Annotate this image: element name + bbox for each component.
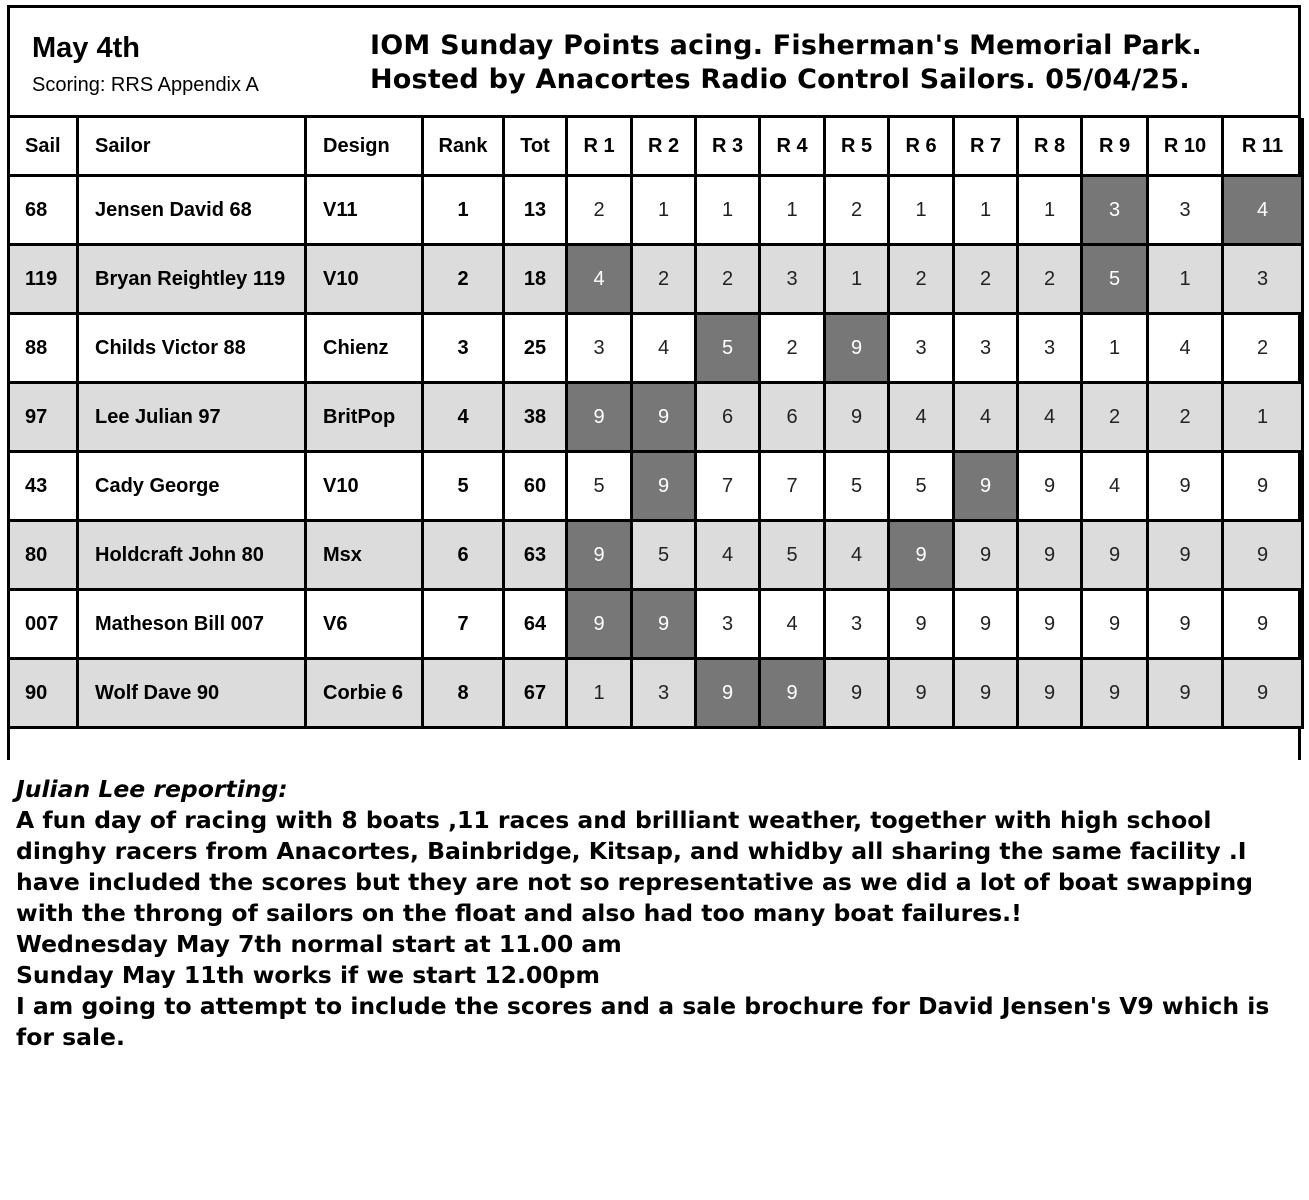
column-header: R 10 [1148,118,1223,176]
sail-number-cell: 68 [9,176,78,245]
table-header-row [9,118,1303,176]
race-report [16,774,1301,1053]
table-row [9,245,1303,314]
race-score-cell: 6 [760,383,825,452]
race-score-cell: 9 [1223,659,1303,728]
discarded-race-score-cell: 9 [632,452,696,521]
race-score-cell: 9 [954,590,1018,659]
rank-cell: 2 [423,245,504,314]
column-header: R 2 [632,118,696,176]
column-header: R 6 [889,118,954,176]
race-score-cell: 9 [954,521,1018,590]
scoring-system: Scoring: RRS Appendix A [32,74,259,96]
race-score-cell: 2 [1148,383,1223,452]
discarded-race-score-cell: 9 [889,521,954,590]
sailor-name-cell: Wolf Dave 90 [78,659,306,728]
sailor-name-cell: Jensen David 68 [78,176,306,245]
design-cell: V10 [306,245,423,314]
race-score-cell: 1 [632,176,696,245]
race-score-cell: 5 [632,521,696,590]
column-header: R 8 [1018,118,1082,176]
report-line-sunday: Sunday May 11th works if we start 12.00pm [16,961,600,989]
race-score-cell: 5 [825,452,889,521]
column-header: R 5 [825,118,889,176]
race-score-cell: 9 [1018,452,1082,521]
design-cell: Chienz [306,314,423,383]
column-header: Sail [9,118,78,176]
race-score-cell: 7 [760,452,825,521]
design-cell: Msx [306,521,423,590]
sail-number-cell: 97 [9,383,78,452]
race-score-cell: 9 [889,659,954,728]
total-cell: 13 [504,176,567,245]
table-row [9,314,1303,383]
column-header: Sailor [78,118,306,176]
rank-cell: 3 [423,314,504,383]
column-header: R 11 [1223,118,1303,176]
sailor-name-cell: Cady George [78,452,306,521]
design-cell: V11 [306,176,423,245]
rank-cell: 8 [423,659,504,728]
race-score-cell: 9 [825,383,889,452]
table-row [9,176,1303,245]
race-score-cell: 9 [1148,590,1223,659]
race-score-cell: 4 [1082,452,1148,521]
sail-number-cell: 90 [9,659,78,728]
race-score-cell: 9 [1018,521,1082,590]
design-cell: V10 [306,452,423,521]
sail-number-cell: 43 [9,452,78,521]
report-line-wednesday: Wednesday May 7th normal start at 11.00 am [16,930,622,958]
race-score-cell: 2 [825,176,889,245]
total-cell: 64 [504,590,567,659]
race-score-cell: 4 [825,521,889,590]
race-score-cell: 9 [889,590,954,659]
race-score-cell: 9 [1018,659,1082,728]
race-score-cell: 3 [1223,245,1303,314]
discarded-race-score-cell: 9 [696,659,760,728]
discarded-race-score-cell: 4 [567,245,632,314]
race-score-cell: 7 [696,452,760,521]
race-score-cell: 1 [1082,314,1148,383]
column-header: R 1 [567,118,632,176]
column-header: R 3 [696,118,760,176]
report-line-sale: I am going to attempt to include the scores and a sale brochure for David Jensen's V9 which is for sale. [16,992,1270,1051]
discarded-race-score-cell: 9 [760,659,825,728]
discarded-race-score-cell: 9 [825,314,889,383]
race-score-cell: 3 [1018,314,1082,383]
total-cell: 60 [504,452,567,521]
race-score-cell: 1 [954,176,1018,245]
discarded-race-score-cell: 9 [632,383,696,452]
column-header: Rank [423,118,504,176]
race-score-cell: 1 [1148,245,1223,314]
race-score-cell: 9 [1082,590,1148,659]
column-header: R 4 [760,118,825,176]
race-score-cell: 9 [1018,590,1082,659]
race-score-cell: 3 [889,314,954,383]
event-line-1: IOM Sunday Points acing. Fisherman's Memorial Park. [370,30,1202,61]
race-score-cell: 4 [760,590,825,659]
race-score-cell: 2 [760,314,825,383]
results-sheet [7,5,1301,760]
rank-cell: 4 [423,383,504,452]
sailor-name-cell: Childs Victor 88 [78,314,306,383]
race-score-cell: 2 [696,245,760,314]
discarded-race-score-cell: 5 [1082,245,1148,314]
race-score-cell: 3 [954,314,1018,383]
race-score-cell: 3 [696,590,760,659]
total-cell: 25 [504,314,567,383]
regatta-date-title: May 4th [32,32,140,64]
column-header: Design [306,118,423,176]
results-header [10,8,1298,118]
sailor-name-cell: Matheson Bill 007 [78,590,306,659]
race-score-cell: 6 [696,383,760,452]
race-score-cell: 1 [825,245,889,314]
report-heading: Julian Lee reporting: [16,775,288,803]
race-score-cell: 2 [567,176,632,245]
design-cell: V6 [306,590,423,659]
race-score-cell: 9 [1223,590,1303,659]
race-score-cell: 4 [1148,314,1223,383]
discarded-race-score-cell: 9 [567,590,632,659]
race-score-cell: 2 [1018,245,1082,314]
race-score-cell: 9 [1148,521,1223,590]
race-score-cell: 4 [696,521,760,590]
total-cell: 67 [504,659,567,728]
column-header: R 7 [954,118,1018,176]
race-score-cell: 5 [760,521,825,590]
race-score-cell: 3 [1148,176,1223,245]
sailor-name-cell: Bryan Reightley 119 [78,245,306,314]
race-score-cell: 2 [1082,383,1148,452]
discarded-race-score-cell: 9 [632,590,696,659]
race-score-cell: 9 [954,659,1018,728]
race-score-cell: 4 [632,314,696,383]
race-score-cell: 9 [1148,659,1223,728]
race-score-cell: 3 [567,314,632,383]
rank-cell: 5 [423,452,504,521]
race-score-cell: 5 [889,452,954,521]
race-score-cell: 3 [760,245,825,314]
race-score-cell: 2 [1223,314,1303,383]
race-score-cell: 9 [825,659,889,728]
race-score-cell: 5 [567,452,632,521]
sail-number-cell: 88 [9,314,78,383]
race-score-cell: 4 [889,383,954,452]
design-cell: Corbie 6 [306,659,423,728]
total-cell: 63 [504,521,567,590]
discarded-race-score-cell: 5 [696,314,760,383]
results-table [7,118,1304,729]
race-score-cell: 2 [632,245,696,314]
table-row [9,383,1303,452]
discarded-race-score-cell: 9 [954,452,1018,521]
rank-cell: 6 [423,521,504,590]
table-row [9,590,1303,659]
sail-number-cell: 119 [9,245,78,314]
race-score-cell: 1 [567,659,632,728]
table-row [9,659,1303,728]
total-cell: 18 [504,245,567,314]
race-score-cell: 3 [825,590,889,659]
discarded-race-score-cell: 3 [1082,176,1148,245]
event-description [370,29,1202,97]
sail-number-cell: 80 [9,521,78,590]
design-cell: BritPop [306,383,423,452]
discarded-race-score-cell: 4 [1223,176,1303,245]
race-score-cell: 1 [889,176,954,245]
race-score-cell: 3 [632,659,696,728]
column-header: Tot [504,118,567,176]
race-score-cell: 9 [1223,452,1303,521]
event-line-2: Hosted by Anacortes Radio Control Sailors. 05/04/25. [370,64,1190,95]
sailor-name-cell: Lee Julian 97 [78,383,306,452]
table-row [9,521,1303,590]
race-score-cell: 9 [1148,452,1223,521]
discarded-race-score-cell: 9 [567,383,632,452]
race-score-cell: 4 [1018,383,1082,452]
race-score-cell: 2 [889,245,954,314]
sailor-name-cell: Holdcraft John 80 [78,521,306,590]
race-score-cell: 9 [1082,659,1148,728]
race-score-cell: 4 [954,383,1018,452]
race-score-cell: 1 [1018,176,1082,245]
table-row [9,452,1303,521]
total-cell: 38 [504,383,567,452]
race-score-cell: 1 [696,176,760,245]
race-score-cell: 2 [954,245,1018,314]
race-score-cell: 1 [760,176,825,245]
race-score-cell: 9 [1082,521,1148,590]
rank-cell: 7 [423,590,504,659]
race-score-cell: 1 [1223,383,1303,452]
sail-number-cell: 007 [9,590,78,659]
discarded-race-score-cell: 9 [567,521,632,590]
column-header: R 9 [1082,118,1148,176]
report-paragraph: A fun day of racing with 8 boats ,11 races and brilliant weather, together with high school dinghy racers from Anacortes, Bainbridge, Kitsap, and whidby all sharing the same facility .I have included the scores but they are not so representative as we did a lot of boat swapping with the throng of sailors on the float and also had too many boat failures.! [16,806,1254,927]
race-score-cell: 9 [1223,521,1303,590]
rank-cell: 1 [423,176,504,245]
